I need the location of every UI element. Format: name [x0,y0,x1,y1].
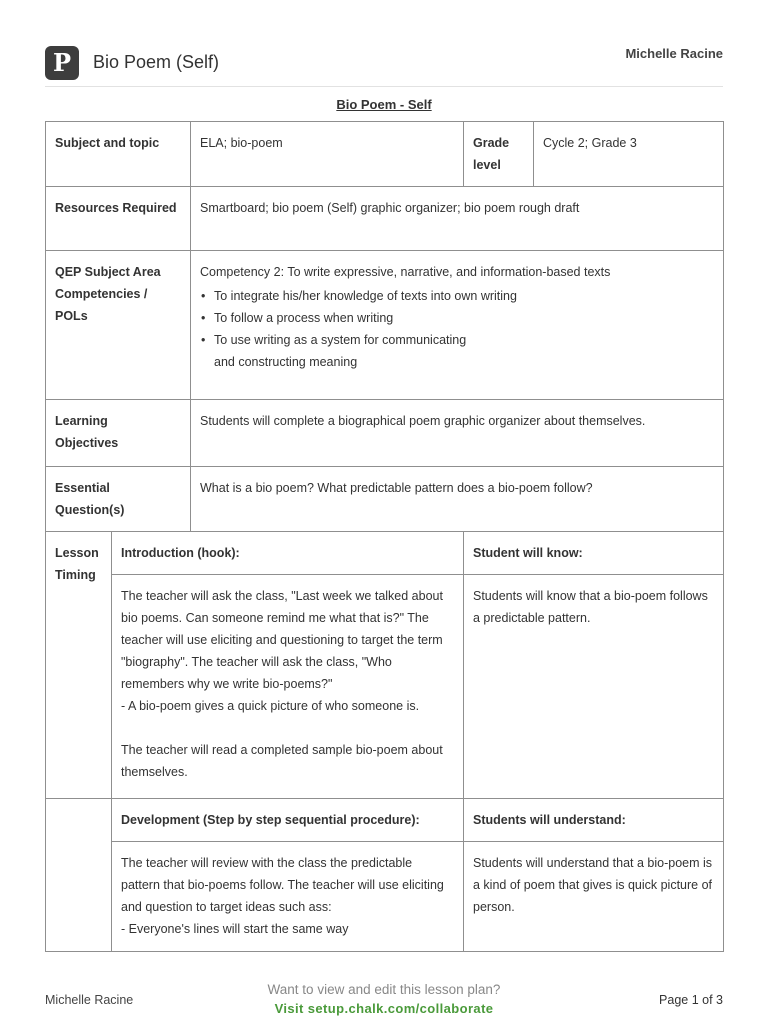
footer-collaborate [184,982,584,1016]
learning-objectives-value: Students will complete a biographical poem graphic organizer about themselves. [191,400,724,467]
competency-text: Competency 2: To write expressive, narrative, and information-based texts [200,265,611,279]
student-will-know-text: Students will know that a bio-poem follows a predictable pattern. [464,575,724,799]
grade-label: Grade level [464,122,534,187]
qep-row [46,251,724,400]
resources-row [46,187,724,251]
qep-label: QEP Subject Area Competencies / POLs [46,251,191,400]
development-text: The teacher will review with the class the predictable pattern that bio-poems follow. The teacher will use eliciting and question to target ideas such ass: [121,856,444,914]
development-body-row [46,842,724,952]
resources-value: Smartboard; bio poem (Self) graphic organizer; bio poem rough draft [191,187,724,251]
lesson-plan-table [45,121,724,952]
app-title: Bio Poem (Self) [93,52,220,72]
footer-author: Michelle Racine [45,993,134,1007]
introduction-body [112,575,464,799]
page-number: Page 1 of 3 [659,993,723,1007]
subject-value: ELA; bio-poem [191,122,464,187]
students-will-understand-text: Students will understand that a bio-poem is a kind of poem that gives is quick picture of person. [464,842,724,952]
planboard-logo-icon[interactable]: P [45,46,79,80]
subject-row [46,122,724,187]
lesson-timing-empty-cell [46,799,112,952]
introduction-dash-line: - A bio-poem gives a quick picture of who someone is. [121,699,420,713]
essential-questions-row [46,467,724,532]
introduction-text: The teacher will ask the class, "Last week we talked about bio poems. Can someone remind me what that is?" The teacher will use eliciting and questioning to target the term "biography". The teacher will ask the class, "Who remembers why we write bio-poems?" [121,589,443,691]
development-body [112,842,464,952]
grade-value: Cycle 2; Grade 3 [534,122,724,187]
essential-questions-label: Essential Question(s) [46,467,191,532]
footer-prompt: Want to view and edit this lesson plan? [267,982,501,997]
lesson-timing-label: Lesson Timing [46,532,112,799]
development-heading-row [46,799,724,842]
learning-objectives-row [46,400,724,467]
competency-bullet: • To use writing as a system for communicating and constructing meaning [214,329,490,373]
introduction-body-row [46,575,724,799]
introduction-heading-row [46,532,724,575]
subject-label: Subject and topic [46,122,191,187]
competency-bullets [200,285,714,373]
qep-value [191,251,724,400]
development-dash-line: - Everyone's lines will start the same way [121,922,349,936]
resources-label: Resources Required [46,187,191,251]
essential-questions-value: What is a bio poem? What predictable pattern does a bio-poem follow? [191,467,724,532]
header-divider [45,86,723,87]
collaborate-link[interactable]: Visit setup.chalk.com/collaborate [274,1001,494,1016]
introduction-follow-up: The teacher will read a completed sample bio-poem about themselves. [121,743,443,779]
development-heading: Development (Step by step sequential procedure): [112,799,464,842]
document-title: Bio Poem - Self [336,97,432,112]
students-will-understand-heading: Students will understand: [464,799,724,842]
author-name: Michelle Racine [625,46,723,61]
competency-bullet: • To integrate his/her knowledge of texts into own writing [214,285,714,307]
page-header [45,44,723,84]
student-will-know-heading: Student will know: [464,532,724,575]
introduction-heading: Introduction (hook): [112,532,464,575]
learning-objectives-label: Learning Objectives [46,400,191,467]
competency-bullet: • To follow a process when writing [214,307,714,329]
